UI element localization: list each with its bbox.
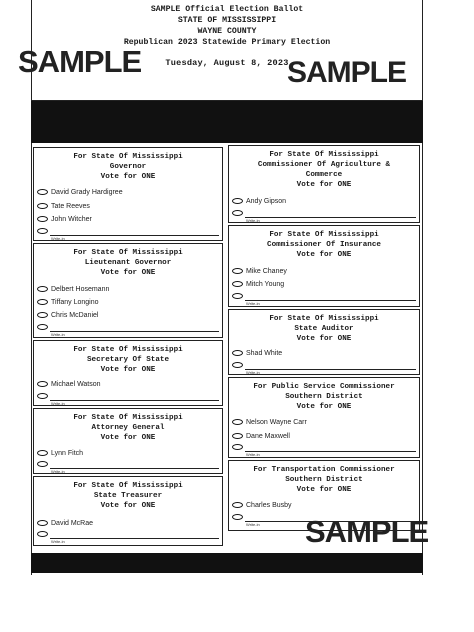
candidate-name: Mitch Young bbox=[246, 280, 285, 288]
vote-instruction: Vote for ONE bbox=[296, 403, 352, 411]
candidate-name: Michael Watson bbox=[51, 380, 101, 388]
candidate-option[interactable] bbox=[37, 518, 93, 528]
candidate-name: Tate Reeves bbox=[51, 202, 90, 210]
vote-oval[interactable] bbox=[232, 198, 243, 204]
write-in-option[interactable] bbox=[232, 361, 416, 374]
vote-oval[interactable] bbox=[232, 293, 243, 299]
write-in-line[interactable] bbox=[50, 400, 219, 401]
write-in-label: Write-in bbox=[246, 522, 260, 527]
candidate-option[interactable] bbox=[37, 187, 123, 197]
candidate-name: Delbert Hosemann bbox=[51, 285, 110, 293]
write-in-label: Write-in bbox=[246, 218, 260, 223]
candidate-option[interactable] bbox=[232, 500, 292, 510]
candidate-option[interactable] bbox=[37, 448, 83, 458]
write-in-line[interactable] bbox=[50, 468, 219, 469]
candidate-option[interactable] bbox=[232, 266, 287, 276]
sample-watermark: SAMPLE bbox=[305, 514, 429, 549]
vote-oval[interactable] bbox=[232, 210, 243, 216]
vote-oval[interactable] bbox=[37, 531, 48, 537]
candidate-name: Lynn Fitch bbox=[51, 449, 84, 457]
candidate-option[interactable] bbox=[37, 297, 98, 307]
contest-title: For State Of Mississippi State Auditor bbox=[269, 315, 379, 333]
candidate-name: Andy Gipson bbox=[246, 197, 287, 205]
write-in-option[interactable] bbox=[37, 460, 219, 473]
vote-oval[interactable] bbox=[37, 381, 48, 387]
vote-instruction: Vote for ONE bbox=[296, 251, 352, 259]
contest-title: For State Of Mississippi Commissioner Of Agriculture & Commerce bbox=[257, 151, 391, 179]
candidate-option[interactable] bbox=[37, 284, 109, 294]
header-date: Tuesday, August 8, 2023 bbox=[165, 58, 289, 68]
vote-instruction: Vote for ONE bbox=[296, 181, 352, 189]
candidate-name: Dane Maxwell bbox=[246, 432, 290, 440]
contest-title: For State Of Mississippi Governor bbox=[73, 153, 183, 171]
contest-title: For State Of Mississippi State Treasurer bbox=[73, 482, 183, 500]
vote-oval[interactable] bbox=[232, 350, 243, 356]
candidate-option[interactable] bbox=[37, 214, 92, 224]
candidate-name: David McRae bbox=[51, 519, 94, 527]
vote-oval[interactable] bbox=[37, 324, 48, 330]
timing-bar-bottom bbox=[31, 553, 423, 573]
vote-oval[interactable] bbox=[37, 216, 48, 222]
candidate-option[interactable] bbox=[37, 310, 98, 320]
vote-oval[interactable] bbox=[37, 393, 48, 399]
sample-watermark: SAMPLE bbox=[287, 56, 407, 89]
write-in-line[interactable] bbox=[245, 369, 416, 370]
vote-instruction: Vote for ONE bbox=[296, 486, 352, 494]
vote-instruction: Vote for ONE bbox=[296, 335, 352, 343]
vote-oval[interactable] bbox=[37, 450, 48, 456]
header-election: Republican 2023 Statewide Primary Election bbox=[123, 38, 331, 47]
contest-title: For State Of Mississippi Lieutenant Governor bbox=[73, 249, 183, 267]
candidate-option[interactable] bbox=[232, 196, 286, 206]
contest-title: For Transportation Commissioner Southern District bbox=[253, 466, 395, 484]
write-in-option[interactable] bbox=[232, 443, 416, 456]
contest-state-treasurer bbox=[33, 476, 223, 546]
vote-oval[interactable] bbox=[37, 228, 48, 234]
write-in-label: Write-in bbox=[51, 401, 65, 406]
contest-public-service-commissioner bbox=[228, 377, 420, 458]
header-title: SAMPLE Official Election Ballot bbox=[150, 5, 304, 14]
write-in-label: Write-in bbox=[246, 301, 260, 306]
write-in-option[interactable] bbox=[37, 530, 219, 543]
write-in-line[interactable] bbox=[245, 300, 416, 301]
contest-title: For State Of Mississippi Attorney General bbox=[73, 414, 183, 432]
write-in-line[interactable] bbox=[50, 235, 219, 236]
candidate-name: John Witcher bbox=[51, 215, 92, 223]
vote-oval[interactable] bbox=[232, 362, 243, 368]
write-in-label: Write-in bbox=[51, 332, 65, 337]
candidate-option[interactable] bbox=[232, 417, 307, 427]
vote-instruction: Vote for ONE bbox=[100, 173, 156, 181]
sample-watermark: SAMPLE bbox=[18, 44, 142, 79]
vote-oval[interactable] bbox=[37, 299, 48, 305]
contest-insurance-commissioner bbox=[228, 225, 420, 307]
candidate-option[interactable] bbox=[37, 379, 101, 389]
vote-oval[interactable] bbox=[37, 461, 48, 467]
write-in-option[interactable] bbox=[37, 227, 219, 240]
header-county: WAYNE COUNTY bbox=[197, 27, 257, 36]
contest-title: For State Of Mississippi Commissioner Of Insurance bbox=[267, 231, 381, 249]
candidate-name: Tiffany Longino bbox=[51, 298, 99, 306]
write-in-option[interactable] bbox=[232, 292, 416, 305]
candidate-name: Nelson Wayne Carr bbox=[246, 418, 307, 426]
contest-title: For State Of Mississippi Secretary Of State bbox=[73, 346, 183, 364]
write-in-line[interactable] bbox=[50, 538, 219, 539]
vote-oval[interactable] bbox=[232, 281, 243, 287]
candidate-name: Charles Busby bbox=[246, 501, 292, 509]
candidate-option[interactable] bbox=[232, 348, 282, 358]
candidate-option[interactable] bbox=[232, 279, 284, 289]
header-state: STATE OF MISSISSIPPI bbox=[177, 16, 277, 25]
write-in-label: Write-in bbox=[51, 236, 65, 241]
contest-lieutenant-governor bbox=[33, 243, 223, 338]
write-in-option[interactable] bbox=[232, 209, 416, 222]
write-in-label: Write-in bbox=[246, 370, 260, 375]
vote-oval[interactable] bbox=[232, 268, 243, 274]
vote-oval[interactable] bbox=[232, 514, 243, 520]
write-in-label: Write-in bbox=[51, 469, 65, 474]
candidate-name: Chris McDaniel bbox=[51, 311, 99, 319]
candidate-name: David Grady Hardigree bbox=[51, 188, 123, 196]
candidate-option[interactable] bbox=[37, 201, 90, 211]
vote-oval[interactable] bbox=[37, 286, 48, 292]
vote-oval[interactable] bbox=[37, 189, 48, 195]
vote-oval[interactable] bbox=[232, 502, 243, 508]
vote-instruction: Vote for ONE bbox=[100, 434, 156, 442]
contest-agriculture-commissioner bbox=[228, 145, 420, 223]
contest-attorney-general bbox=[33, 408, 223, 474]
contest-secretary-of-state bbox=[33, 340, 223, 406]
write-in-option[interactable] bbox=[37, 392, 219, 405]
candidate-name: Mike Chaney bbox=[246, 267, 287, 275]
vote-instruction: Vote for ONE bbox=[100, 502, 156, 510]
vote-oval[interactable] bbox=[37, 312, 48, 318]
candidate-option[interactable] bbox=[232, 431, 290, 441]
contest-state-auditor bbox=[228, 309, 420, 375]
vote-oval[interactable] bbox=[37, 203, 48, 209]
contest-title: For Public Service Commissioner Southern District bbox=[253, 383, 395, 401]
timing-bar-top bbox=[31, 101, 423, 143]
write-in-line[interactable] bbox=[245, 451, 416, 452]
vote-oval[interactable] bbox=[232, 433, 243, 439]
write-in-option[interactable] bbox=[37, 323, 219, 336]
contest-governor bbox=[33, 147, 223, 241]
vote-instruction: Vote for ONE bbox=[100, 269, 156, 277]
vote-oval[interactable] bbox=[37, 520, 48, 526]
candidate-name: Shad White bbox=[246, 349, 283, 357]
write-in-line[interactable] bbox=[245, 217, 416, 218]
write-in-line[interactable] bbox=[50, 331, 219, 332]
vote-oval[interactable] bbox=[232, 419, 243, 425]
write-in-label: Write-in bbox=[246, 452, 260, 457]
vote-instruction: Vote for ONE bbox=[100, 366, 156, 374]
write-in-label: Write-in bbox=[51, 539, 65, 544]
vote-oval[interactable] bbox=[232, 444, 243, 450]
